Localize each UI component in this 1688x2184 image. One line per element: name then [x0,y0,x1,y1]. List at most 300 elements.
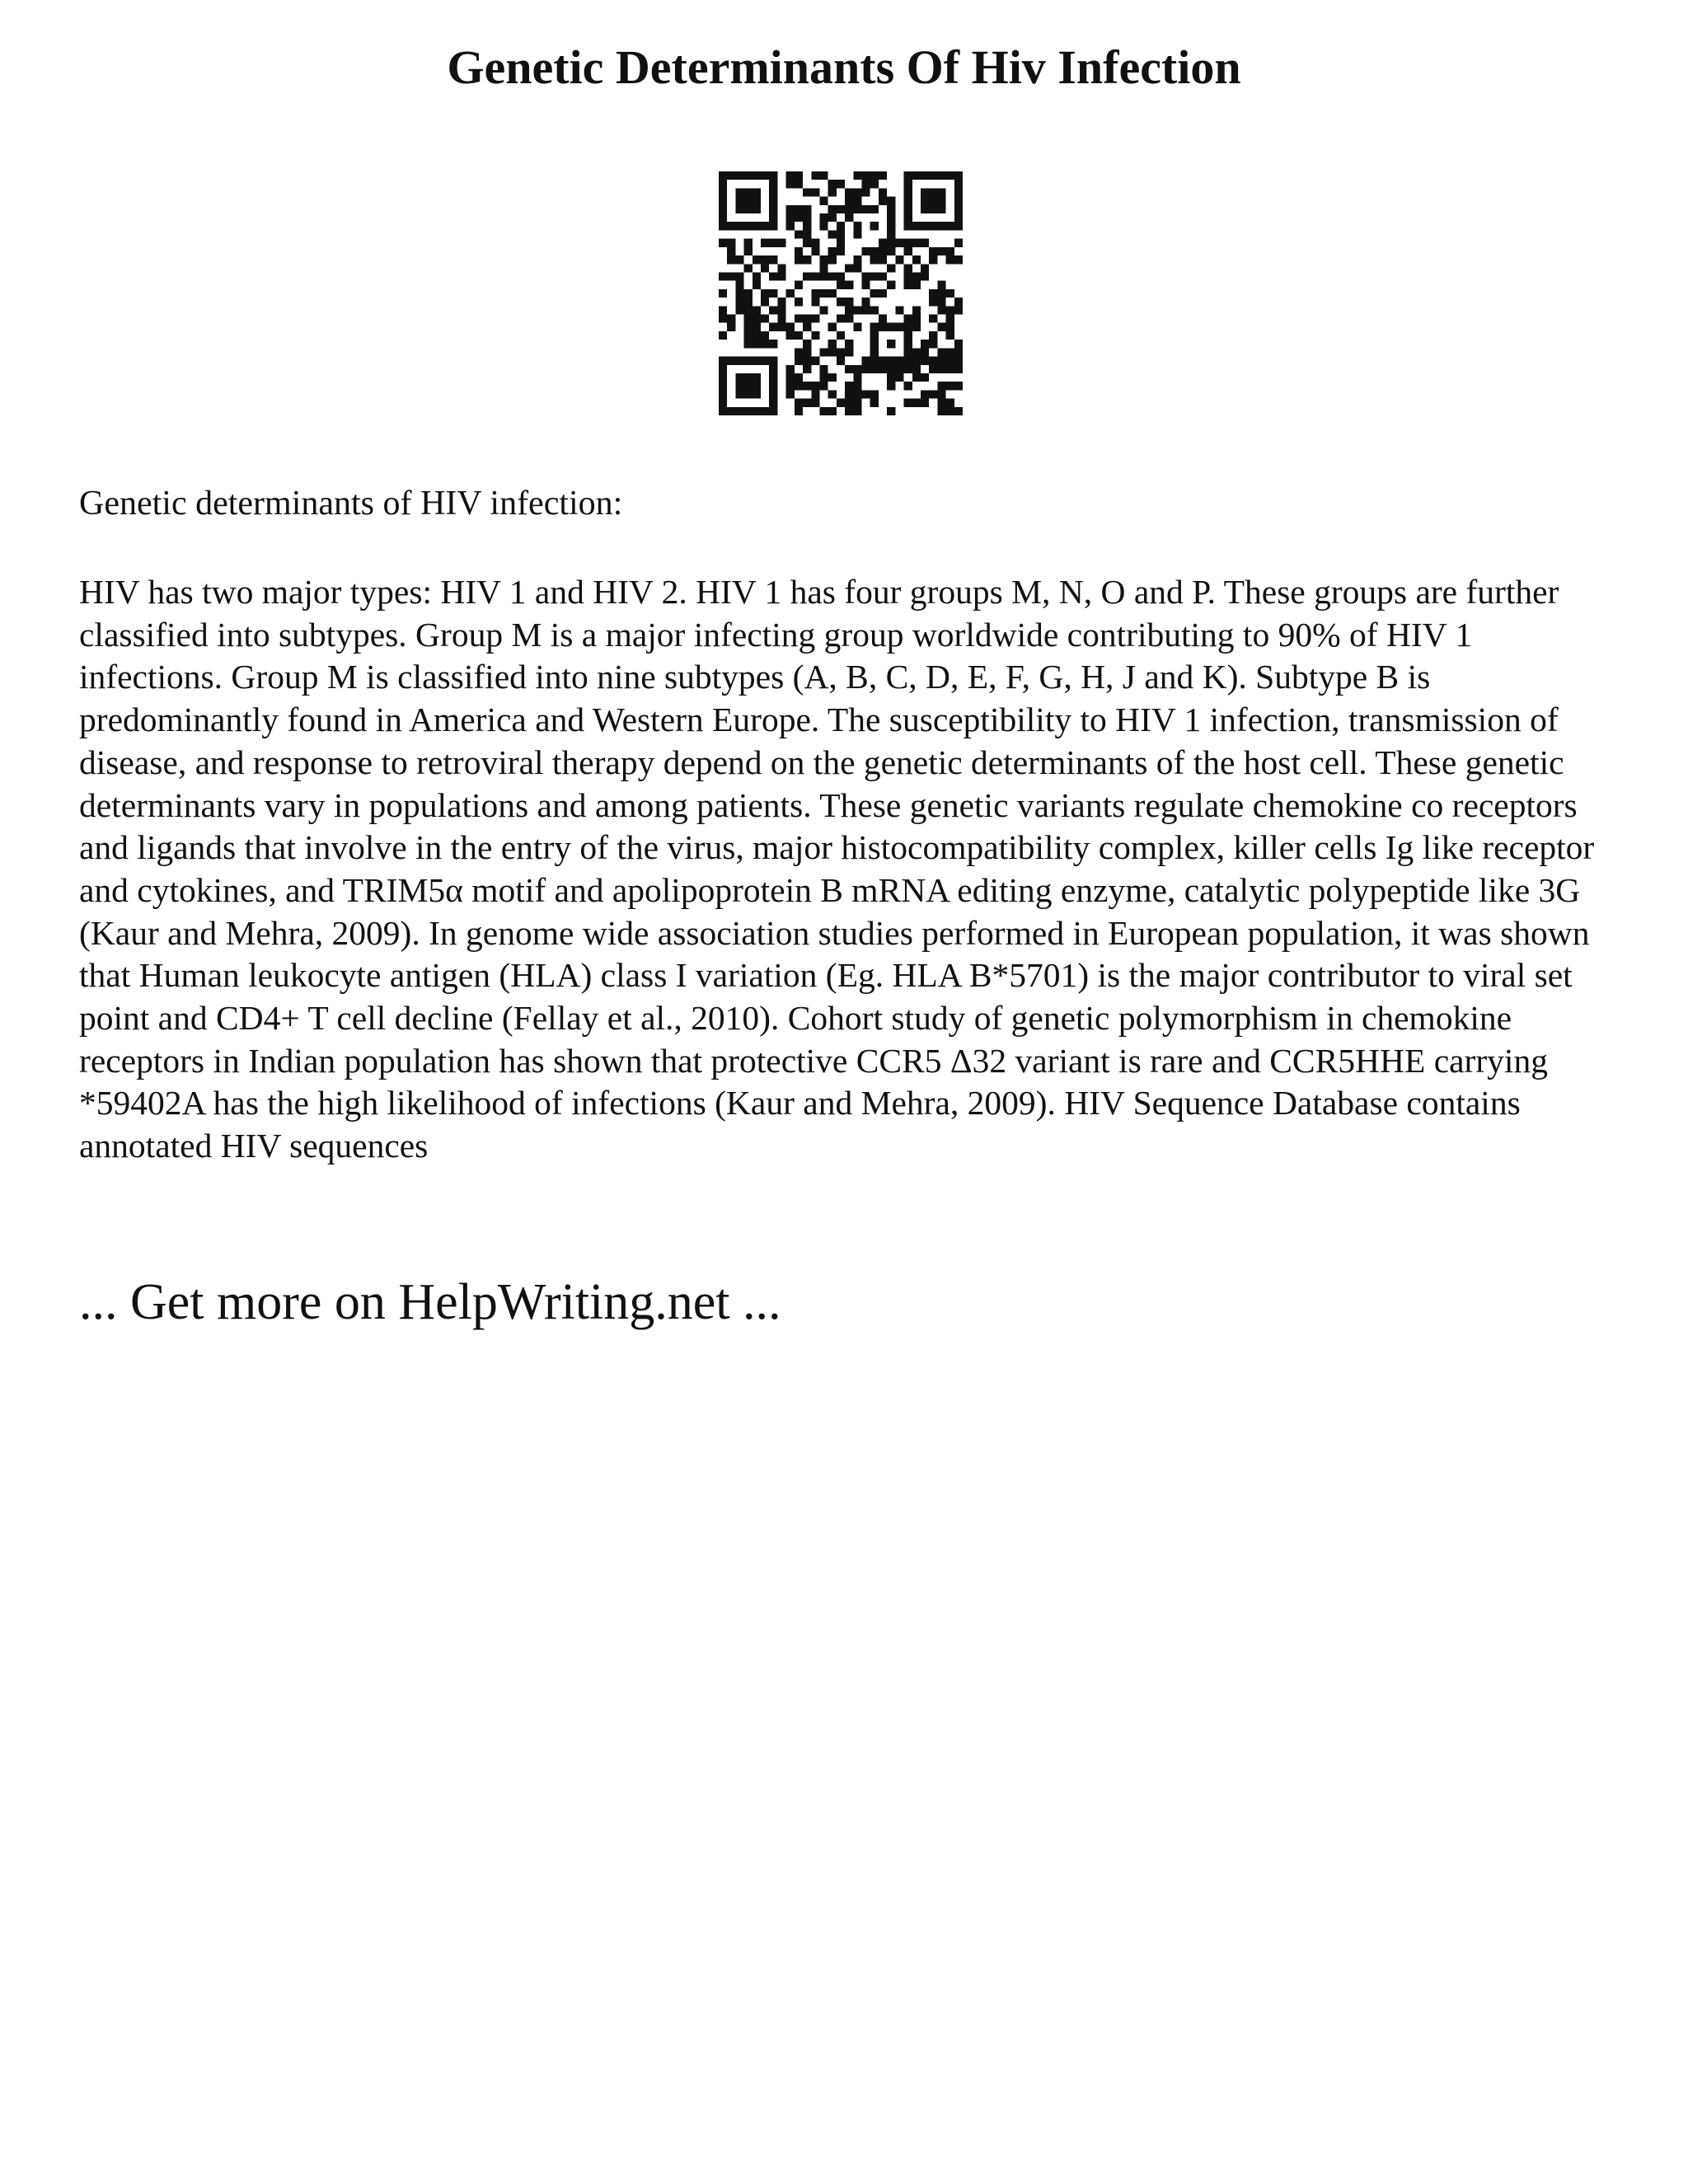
qr-module [845,315,853,323]
qr-module [929,340,937,348]
qr-module [727,407,735,415]
qr-module [744,171,753,180]
qr-module [954,365,963,373]
qr-module [744,247,753,255]
qr-module [853,373,861,382]
qr-module [895,323,903,331]
qr-module [870,205,879,213]
qr-module [837,348,845,356]
qr-module [735,390,743,398]
qr-module [954,197,963,205]
qr-module [929,331,937,340]
qr-module [761,357,769,365]
qr-module [777,239,785,247]
qr-module [753,382,761,390]
qr-module [753,272,761,280]
qr-module [719,222,727,230]
qr-module [837,331,845,340]
qr-module [887,264,895,272]
qr-module [946,289,954,298]
qr-module [761,264,769,272]
qr-module [887,239,895,247]
qr-module [862,180,870,188]
qr-module [937,399,945,407]
qr-module [803,205,811,213]
qr-module [946,407,954,415]
qr-module [853,197,861,205]
qr-module [929,171,937,180]
qr-module [811,357,819,365]
qr-module [719,188,727,196]
qr-module [862,247,870,255]
qr-module [904,399,912,407]
qr-module [769,399,777,407]
qr-module [845,188,853,196]
qr-module [819,171,828,180]
qr-module [753,222,761,230]
qr-module [870,365,879,373]
qr-module [862,205,870,213]
qr-module [719,315,727,323]
qr-module [811,315,819,323]
qr-module [769,188,777,196]
qr-module [937,222,945,230]
qr-module [870,222,879,230]
qr-module [727,315,735,323]
qr-module [769,180,777,188]
qr-module [862,306,870,314]
qr-module [803,230,811,238]
qr-module [904,171,912,180]
qr-module [904,264,912,272]
qr-module [761,255,769,264]
qr-module [795,298,803,306]
qr-module [719,289,727,298]
qr-module [879,323,887,331]
qr-module [853,407,861,415]
qr-module [795,230,803,238]
qr-module [879,247,887,255]
qr-module [727,247,735,255]
qr-module [904,222,912,230]
qr-module [929,188,937,196]
qr-module [879,197,887,205]
qr-module [735,222,743,230]
qr-module [929,247,937,255]
qr-module [912,365,921,373]
qr-module [819,365,828,373]
qr-module [912,255,921,264]
qr-module [811,247,819,255]
qr-module [803,399,811,407]
qr-module [753,373,761,382]
qr-module [719,306,727,314]
qr-module [853,171,861,180]
qr-module [753,171,761,180]
qr-module [769,390,777,398]
qr-module [904,197,912,205]
qr-module [795,213,803,222]
qr-module [795,247,803,255]
qr-module [735,272,743,280]
qr-module [786,365,795,373]
qr-module [946,247,954,255]
qr-module [786,382,795,390]
qr-module [819,289,828,298]
qr-module [744,315,753,323]
qr-module [819,306,828,314]
qr-module [904,213,912,222]
qr-module [753,323,761,331]
qr-module [946,331,954,340]
qr-module [719,171,727,180]
get-more-link[interactable]: ... Get more on HelpWriting.net ... [79,1274,781,1330]
qr-module [946,255,954,264]
qr-module [719,390,727,398]
qr-module [727,239,735,247]
qr-module [904,382,912,390]
qr-module [904,365,912,373]
qr-module [853,323,861,331]
qr-module [870,390,879,398]
qr-module [769,213,777,222]
qr-module [837,399,845,407]
qr-module [870,180,879,188]
qr-module [845,399,853,407]
qr-module [845,306,853,314]
qr-module [904,315,912,323]
qr-module [837,315,845,323]
qr-module [904,188,912,196]
qr-module [904,340,912,348]
qr-module [887,365,895,373]
qr-module [879,315,887,323]
qr-module [744,390,753,398]
qr-module [895,239,903,247]
qr-module [828,348,837,356]
qr-module [828,205,837,213]
qr-module [744,264,753,272]
qr-module [921,357,929,365]
qr-module [937,390,945,398]
qr-module [845,298,853,306]
qr-module [744,357,753,365]
qr-module [735,407,743,415]
qr-module [761,315,769,323]
qr-module [887,382,895,390]
qr-module [811,289,819,298]
qr-module [753,390,761,398]
qr-module [937,298,945,306]
qr-module [828,323,837,331]
qr-module [912,239,921,247]
qr-module [828,407,837,415]
qr-module [921,264,929,272]
qr-module [719,407,727,415]
qr-module [777,272,785,280]
qr-module [819,348,828,356]
qr-module [786,222,795,230]
qr-module [845,281,853,289]
qr-module [904,323,912,331]
qr-module [719,357,727,365]
qr-module [921,205,929,213]
qr-module [828,188,837,196]
qr-module [744,407,753,415]
qr-module [937,348,945,356]
qr-module [828,230,837,238]
qr-module [761,331,769,340]
qr-module [811,272,819,280]
qr-module [735,197,743,205]
qr-module [753,205,761,213]
qr-module [853,230,861,238]
qr-module [954,213,963,222]
qr-module [719,399,727,407]
qr-module [929,315,937,323]
qr-module [870,331,879,340]
qr-module [895,365,903,373]
qr-module [795,171,803,180]
qr-module [744,188,753,196]
qr-module [912,373,921,382]
qr-module [921,390,929,398]
qr-module [803,340,811,348]
qr-module [904,272,912,280]
qr-module [769,272,777,280]
qr-module [862,188,870,196]
qr-module [735,205,743,213]
qr-module [946,382,954,390]
qr-module [879,272,887,280]
qr-module [719,205,727,213]
qr-module [761,340,769,348]
qr-module [904,180,912,188]
qr-module [912,315,921,323]
qr-module [719,331,727,340]
page-title: Genetic Determinants Of Hiv Infection [447,40,1241,94]
qr-module [803,272,811,280]
qr-module [837,239,845,247]
qr-module [929,255,937,264]
qr-module [761,289,769,298]
qr-module [862,357,870,365]
qr-module [837,180,845,188]
qr-module [719,382,727,390]
qr-module [853,188,861,196]
qr-module [786,331,795,340]
qr-module [735,382,743,390]
qr-module [937,247,945,255]
qr-module [887,213,895,222]
qr-module [862,298,870,306]
qr-module [887,247,895,255]
qr-module [845,382,853,390]
qr-module [904,357,912,365]
qr-module [769,340,777,348]
qr-module [837,298,845,306]
qr-module [819,407,828,415]
qr-module [727,272,735,280]
qr-module [946,171,954,180]
qr-module [870,357,879,365]
qr-module [777,298,785,306]
qr-module [887,407,895,415]
qr-module [744,373,753,382]
qr-module [845,365,853,373]
qr-module [811,188,819,196]
qr-module [954,298,963,306]
qr-module [837,247,845,255]
qr-module [862,171,870,180]
qr-module [954,180,963,188]
qr-module [819,382,828,390]
qr-module [879,365,887,373]
qr-module [819,222,828,230]
qr-module [819,373,828,382]
qr-module [895,373,903,382]
qr-module [719,272,727,280]
qr-module [727,357,735,365]
qr-module [719,197,727,205]
qr-module [904,239,912,247]
qr-module [769,289,777,298]
qr-module [777,323,785,331]
qr-module [719,213,727,222]
qr-module [862,281,870,289]
qr-module [803,315,811,323]
qr-module [954,357,963,365]
qr-module [853,399,861,407]
qr-module [769,365,777,373]
body-paragraph: HIV has two major types: HIV 1 and HIV 2. HIV 1 has four groups M, N, O and P. These groups are further classified into subtypes. Group M is a major infecting group worldwide contributing to 90% of HIV 1 infections. Group M is classified into nine subtypes (A, B, C, D, E, F, G, H, J and K). Subtype B is predominantly found in America and Western Europe. The susceptibility to HIV 1 infection, transmission of disease, and response to retroviral therapy depend on the genetic determinants of the host cell. These genetic determinants vary in populations and among patients. These genetic variants regulate chemokine co receptors and ligands that involve in the entry of the virus, major histocompatibility complex, killer cells Ig like receptor and cytokines, and TRIM5α motif and apolipoprotein B mRNA editing enzyme, catalytic polypeptide like 3G (Kaur and Mehra, 2009). In genome wide association studies performed in European population, it was shown that Human leukocyte antigen (HLA) class I variation (Eg. HLA B*5701) is the major contributor to viral set point and CD4+ T cell decline (Fellay et al., 2010). Cohort study of genetic polymorphism in chemokine receptors in Indian population has shown that protective CCR5 Δ32 variant is rare and CCR5HHE carrying *59402A has the high likelihood of infections (Kaur and Mehra, 2009). HIV Sequence Database contains annotated HIV sequences [79,573,1595,1165]
qr-module [870,272,879,280]
qr-module [904,348,912,356]
qr-module [837,357,845,365]
qr-module [921,222,929,230]
qr-module [937,197,945,205]
qr-module [845,348,853,356]
qr-module [929,205,937,213]
qr-module [845,205,853,213]
qr-module [828,289,837,298]
qr-module [862,365,870,373]
qr-module [954,340,963,348]
qr-module [811,390,819,398]
qr-module [937,382,945,390]
qr-module [744,306,753,314]
qr-module [795,357,803,365]
qr-module [912,272,921,280]
qr-module [929,298,937,306]
qr-module [887,373,895,382]
qr-module [946,323,954,331]
qr-module [937,407,945,415]
qr-module [929,222,937,230]
qr-module [753,306,761,314]
qr-module [946,315,954,323]
qr-module [769,197,777,205]
qr-module [837,205,845,213]
qr-module [795,399,803,407]
qr-module [744,382,753,390]
qr-module [777,306,785,314]
qr-module [719,180,727,188]
qr-module [735,255,743,264]
qr-module [727,323,735,331]
qr-module [929,197,937,205]
qr-module [954,171,963,180]
qr-module [795,382,803,390]
qr-module [719,239,727,247]
qr-module [753,188,761,196]
qr-module [937,289,945,298]
qr-module [912,348,921,356]
qr-module [853,306,861,314]
qr-module [862,390,870,398]
qr-module [870,323,879,331]
qr-module [744,289,753,298]
qr-module [921,239,929,247]
qr-module [879,171,887,180]
qr-module [921,348,929,356]
qr-module [803,348,811,356]
qr-module [870,289,879,298]
qr-module [819,264,828,272]
qr-module [735,373,743,382]
qr-module [803,365,811,373]
qr-module [769,357,777,365]
qr-module [803,382,811,390]
qr-module [887,357,895,365]
section-heading: Genetic determinants of HIV infection: [79,485,623,523]
qr-module [954,222,963,230]
qr-module [753,197,761,205]
qr-module [803,357,811,365]
qr-module [879,289,887,298]
qr-module [887,281,895,289]
qr-module [828,373,837,382]
qr-module [735,171,743,180]
qr-module [954,188,963,196]
qr-module [862,272,870,280]
qr-module [753,255,761,264]
qr-module [937,365,945,373]
qr-module [769,222,777,230]
qr-module [937,306,945,314]
qr-module [819,197,828,205]
qr-module [870,399,879,407]
qr-module [811,239,819,247]
qr-module [744,331,753,340]
qr-module [819,255,828,264]
qr-module [786,289,795,298]
qr-module [735,298,743,306]
qr-module [828,255,837,264]
qr-module [811,171,819,180]
qr-module [795,315,803,323]
qr-module [803,323,811,331]
qr-module [828,340,837,348]
qr-module [912,399,921,407]
qr-module [777,264,785,272]
qr-module [937,323,945,331]
qr-module [761,298,769,306]
qr-module [795,373,803,382]
qr-module [786,390,795,398]
qr-module [735,306,743,314]
qr-module [811,331,819,340]
